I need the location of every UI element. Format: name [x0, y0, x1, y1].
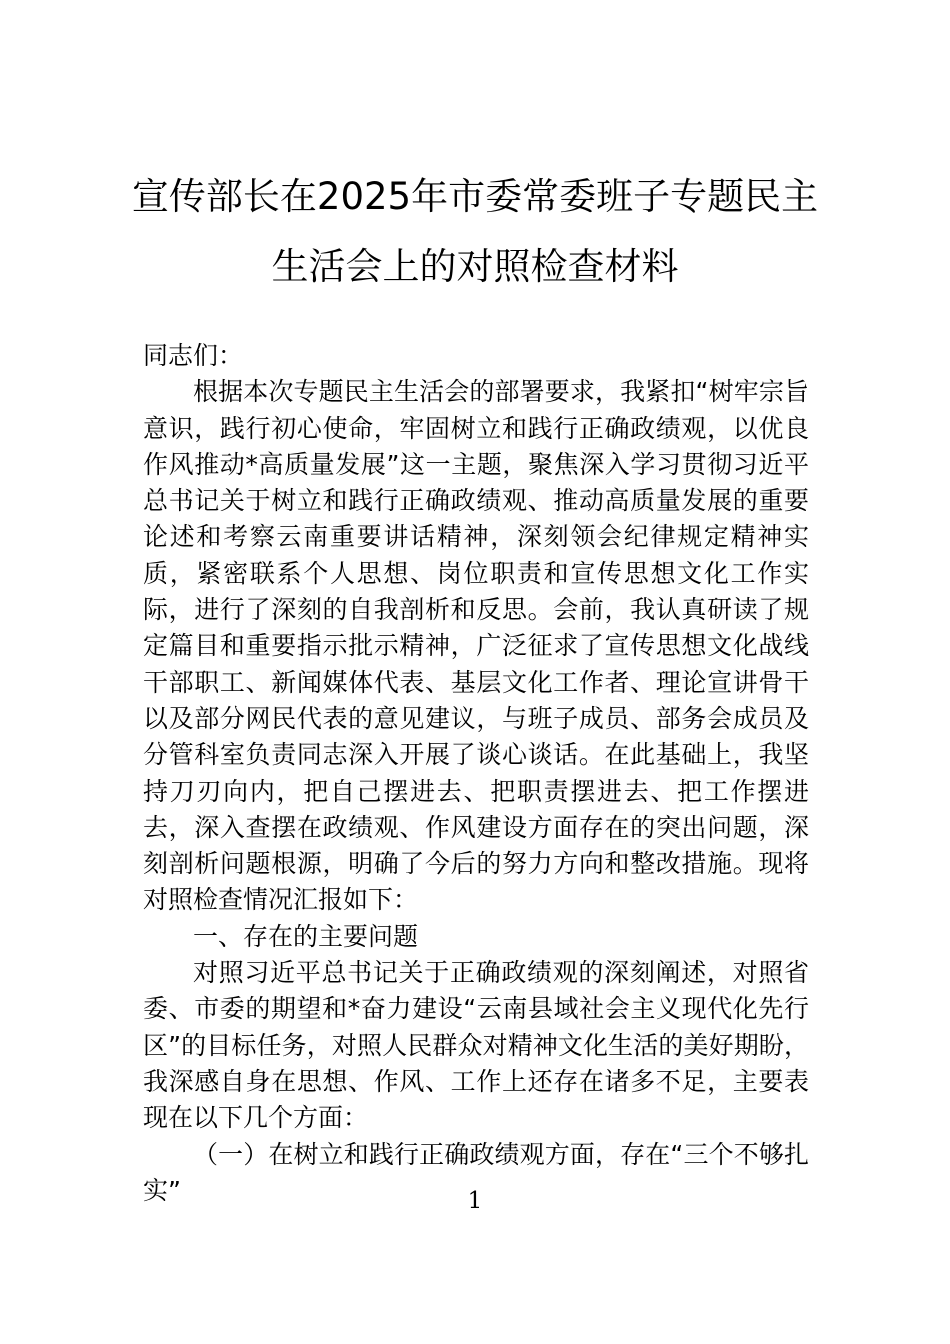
document-title-line-1: 宣传部长在2025年市委常委班子专题民主: [131, 175, 819, 218]
document-body: [143, 338, 809, 1209]
page-number: 1: [467, 1188, 483, 1214]
subsection-heading-1: （一）在树立和践行正确政绩观方面，存在“三个不够扎实”: [143, 1139, 809, 1205]
document-title-line-2: 生活会上的对照检查材料: [271, 245, 679, 288]
paragraph-intro: 根据本次专题民主生活会的部署要求，我紧扣“树牢宗旨意识，践行初心使命，牢固树立和践行正确政绩观，以优良作风推动*高质量发展”这一主题，聚焦深入学习贯彻习近平总书记关于树立和践行正确政绩观、推动高质量发展的重要论述和考察云南重要讲话精神，深刻领会纪律规定精神实质，紧密联系个人思想、岗位职责和宣传思想文化工作实际，进行了深刻的自我剖析和反思。会前，我认真研读了规定篇目和重要指示批示精神，广泛征求了宣传思想文化战线干部职工、新闻媒体代表、基层文化工作者、理论宣讲骨干以及部分网民代表的意见建议，与班子成员、部务会成员及分管科室负责同志深入开展了谈心谈话。在此基础上，我坚持刀刃向内，把自己摆进去、把职责摆进去、把工作摆进去，深入查摆在政绩观、作风建设方面存在的突出问题，深刻剖析问题根源，明确了今后的努力方向和整改措施。现将对照检查情况汇报如下：: [143, 377, 809, 915]
section-heading-1: 一、存在的主要问题: [193, 921, 419, 951]
paragraph-section-1: 对照习近平总书记关于正确政绩观的深刻阐述，对照省委、市委的期望和*奋力建设“云南县域社会主义现代化先行区”的目标任务，对照人民群众对精神文化生活的美好期盼，我深感自身在思想、作风、工作上还存在诸多不足，主要表现在以下几个方面：: [143, 958, 809, 1133]
salutation: 同志们：: [143, 341, 244, 370]
